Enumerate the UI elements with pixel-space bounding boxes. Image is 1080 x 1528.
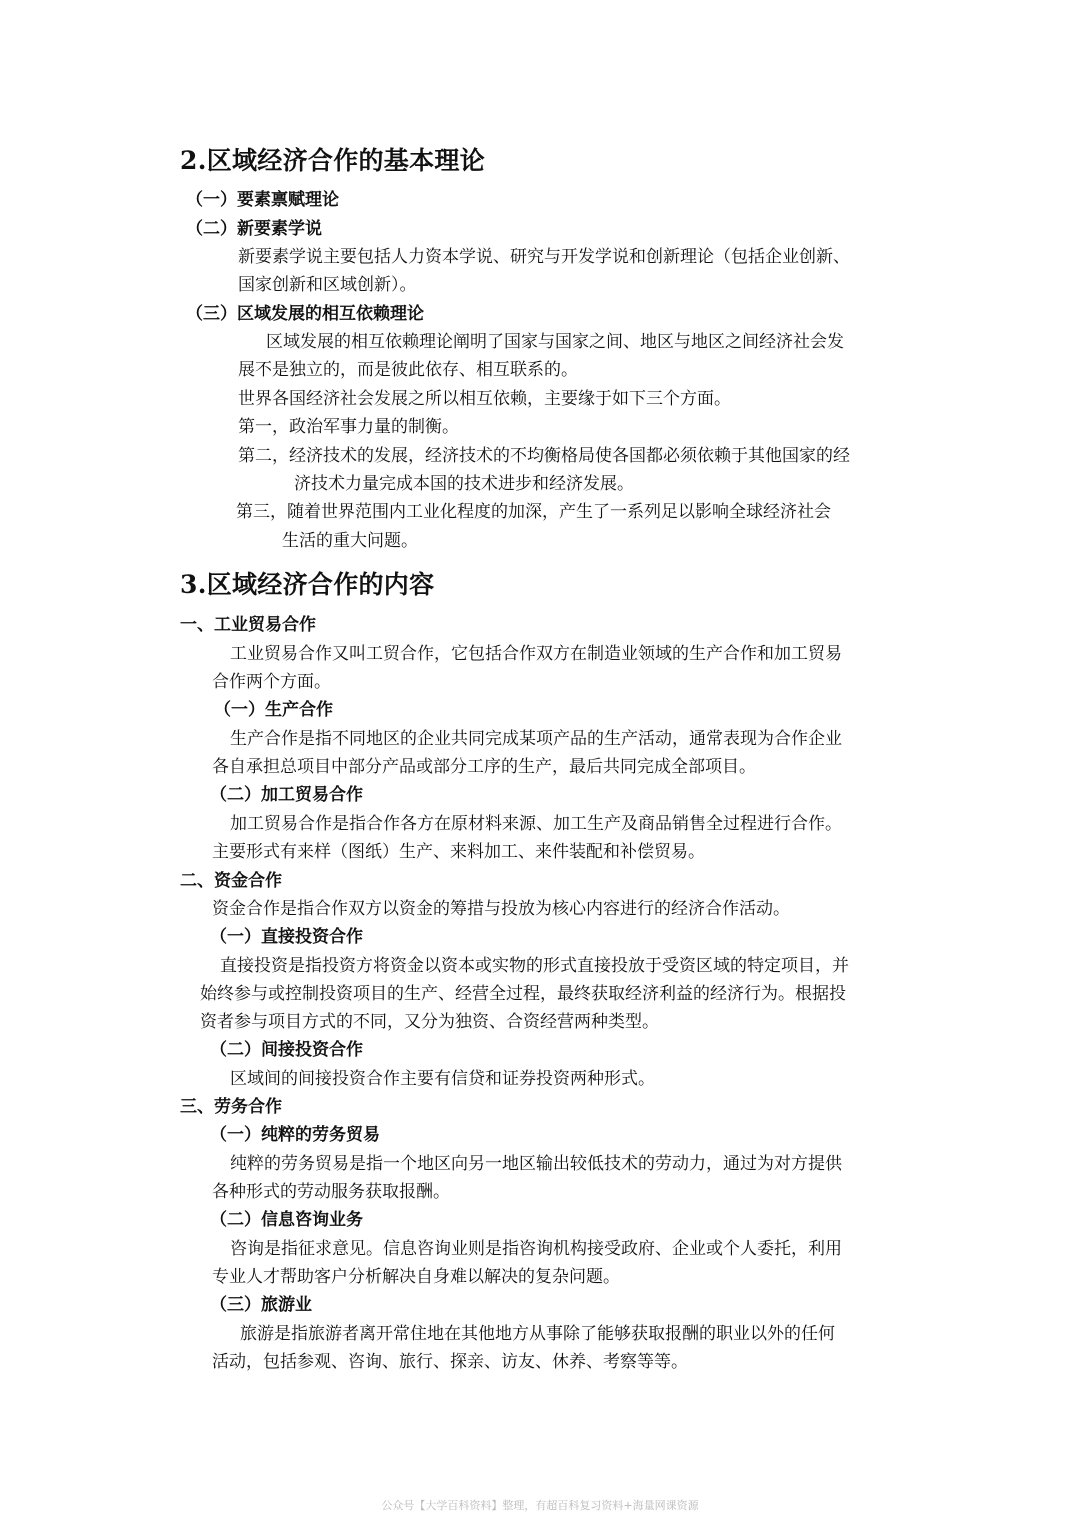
paragraph-line: 展不是独立的，而是彼此依存、相互联系的。 [238, 360, 578, 380]
paragraph-line: 济技术力量完成本国的技术进步和经济发展。 [294, 474, 634, 494]
paragraph-line: 加工贸易合作是指合作各方在原材料来源、加工生产及商品销售全过程进行合作。 [230, 814, 842, 834]
subsection-heading: （二）信息咨询业务 [210, 1210, 363, 1230]
paragraph-line: 新要素学说主要包括人力资本学说、研究与开发学说和创新理论（包括企业创新、 [238, 247, 850, 267]
subsection-heading: （一）要素禀赋理论 [186, 190, 339, 210]
paragraph-line: 活动，包括参观、咨询、旅行、探亲、访友、休养、考察等等。 [212, 1352, 688, 1372]
paragraph-line: 第三，随着世界范围内工业化程度的加深，产生了一系列足以影响全球经济社会 [236, 502, 831, 522]
paragraph-line: 生活的重大问题。 [282, 531, 418, 551]
paragraph-line: 各种形式的劳动服务获取报酬。 [212, 1182, 450, 1202]
paragraph-line: 纯粹的劳务贸易是指一个地区向另一地区输出较低技术的劳动力，通过为对方提供 [230, 1154, 842, 1174]
paragraph-line: 始终参与或控制投资项目的生产、经营全过程，最终获取经济利益的经济行为。根据投 [200, 984, 846, 1004]
paragraph-line: 直接投资是指投资方将资金以资本或实物的形式直接投放于受资区域的特定项目，并 [220, 956, 849, 976]
paragraph-line: 专业人才帮助客户分析解决自身难以解决的复杂问题。 [212, 1267, 620, 1287]
footer-watermark: 公众号【大学百科资料】整理，有超百科复习资料+海量网课资源 [381, 1499, 699, 1512]
subsection-heading: （二）新要素学说 [186, 219, 322, 239]
paragraph-line: 国家创新和区域创新）。 [238, 275, 417, 295]
subsection-heading: 二、资金合作 [180, 871, 282, 891]
paragraph-line: 资金合作是指合作双方以资金的筹措与投放为核心内容进行的经济合作活动。 [212, 899, 790, 919]
paragraph-line: 第一，政治军事力量的制衡。 [238, 417, 459, 437]
paragraph-line: 合作两个方面。 [212, 672, 331, 692]
paragraph-line: 工业贸易合作又叫工贸合作，它包括合作双方在制造业领域的生产合作和加工贸易 [230, 644, 842, 664]
paragraph-line: 区域间的间接投资合作主要有信贷和证券投资两种形式。 [230, 1069, 655, 1089]
paragraph-line: 主要形式有来样（图纸）生产、来料加工、来件装配和补偿贸易。 [212, 842, 705, 862]
paragraph-line: 各自承担总项目中部分产品或部分工序的生产，最后共同完成全部项目。 [212, 757, 756, 777]
section-heading: 3.区域经济合作的内容 [180, 570, 435, 599]
paragraph-line: 咨询是指征求意见。信息咨询业则是指咨询机构接受政府、企业或个人委托，利用 [230, 1239, 842, 1259]
subsection-heading: （三）旅游业 [210, 1295, 312, 1315]
subsection-heading: 一、工业贸易合作 [180, 615, 316, 635]
paragraph-line: 第二，经济技术的发展，经济技术的不均衡格局使各国都必须依赖于其他国家的经 [238, 446, 850, 466]
paragraph-line: 区域发展的相互依赖理论阐明了国家与国家之间、地区与地区之间经济社会发 [266, 332, 844, 352]
paragraph-line: 旅游是指旅游者离开常住地在其他地方从事除了能够获取报酬的职业以外的任何 [240, 1324, 835, 1344]
paragraph-line: 资者参与项目方式的不同，又分为独资、合资经营两种类型。 [200, 1012, 659, 1032]
paragraph-line: 世界各国经济社会发展之所以相互依赖，主要缘于如下三个方面。 [238, 389, 731, 409]
subsection-heading: （一）直接投资合作 [210, 927, 363, 947]
section-heading: 2.区域经济合作的基本理论 [180, 146, 485, 175]
paragraph-line: 生产合作是指不同地区的企业共同完成某项产品的生产活动，通常表现为合作企业 [230, 729, 842, 749]
subsection-heading: 三、劳务合作 [180, 1097, 282, 1117]
subsection-heading: （一）生产合作 [214, 700, 333, 720]
subsection-heading: （三）区域发展的相互依赖理论 [186, 304, 424, 324]
subsection-heading: （二）间接投资合作 [210, 1040, 363, 1060]
subsection-heading: （二）加工贸易合作 [210, 785, 363, 805]
subsection-heading: （一）纯粹的劳务贸易 [210, 1125, 380, 1145]
